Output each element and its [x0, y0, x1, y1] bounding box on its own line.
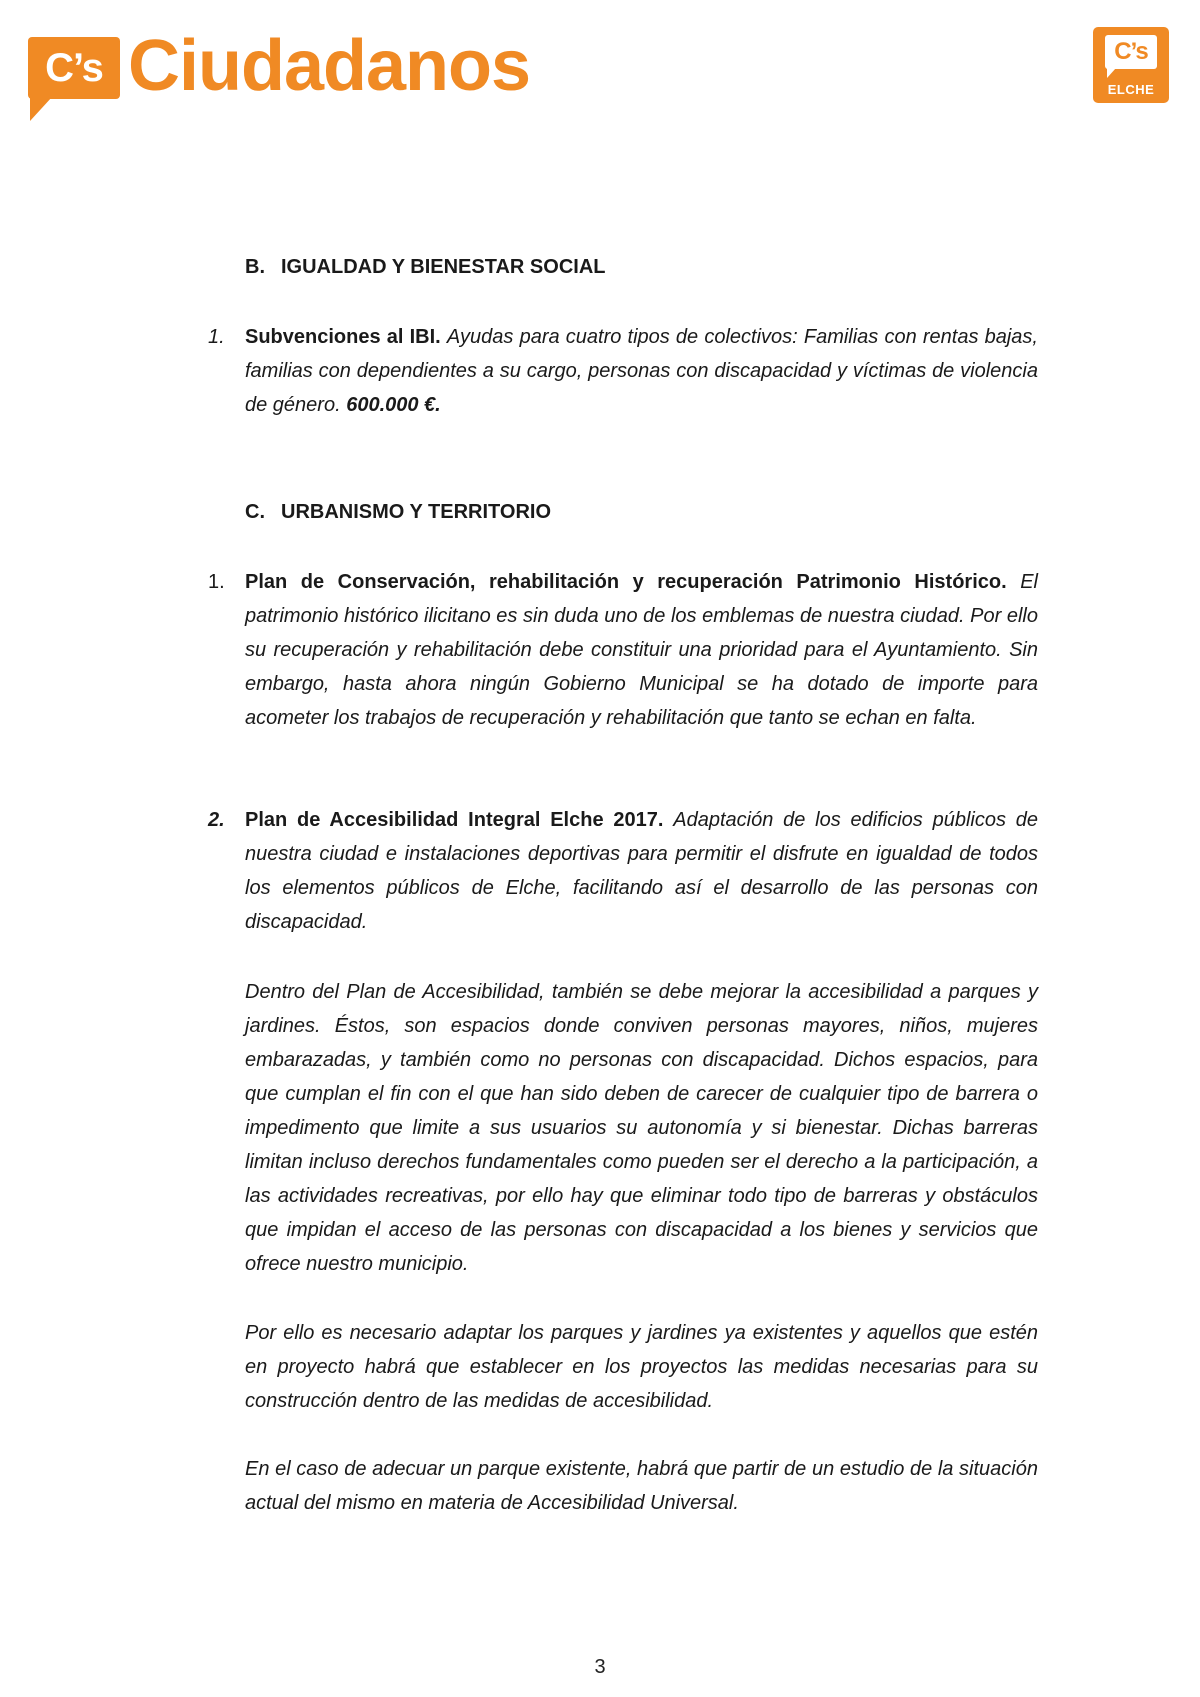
- page-number: 3: [594, 1656, 606, 1678]
- section-heading-b: [245, 256, 605, 279]
- item-title: Subvenciones al IBI.: [245, 326, 441, 348]
- item-text: Ayudas para cuatro tipos de colectivos: Familias con rentas bajas, familias con dependientes a su cargo, personas con discapacidad y víctimas de violencia de género.: [245, 326, 1038, 416]
- section-title: IGUALDAD Y BIENESTAR SOCIAL: [281, 256, 606, 278]
- item-title: Plan de Accesibilidad Integral Elche 2017.: [245, 809, 664, 831]
- item-amount: 600.000 €.: [346, 394, 441, 416]
- speech-bubble-icon: [28, 37, 120, 99]
- item-text: El patrimonio histórico ilicitano es sin duda uno de los emblemas de nuestra ciudad. Por ello su recuperación y rehabilitación debe constituir una prioridad para el Ayuntamiento. Sin embargo, hasta ahora ningún Gobierno Municipal se ha dotado de importe para acometer los trabajos de recuperación y rehabilitación que tanto se echan en falta.: [245, 571, 1038, 729]
- elche-label: ELCHE: [1107, 82, 1155, 97]
- elche-badge-logo: [1093, 27, 1169, 103]
- item-text: Adaptación de los edificios públicos de nuestra ciudad e instalaciones deportivas para permitir el disfrute en igualdad de todos los elementos públicos de Elche, facilitando así el desarrollo de las personas con discapacidad.: [245, 809, 1039, 933]
- section-heading-c: [245, 501, 551, 524]
- item-number: 2.: [208, 809, 225, 831]
- item-title: Plan de Conservación, rehabilitación y recuperación Patrimonio Histórico.: [245, 571, 1007, 593]
- section-title: URBANISMO Y TERRITORIO: [281, 501, 552, 523]
- list-item-accesibilidad: [208, 803, 1038, 939]
- paragraph-parque-existente: En el caso de adecuar un parque existente, habrá que partir de un estudio de la situación actual del mismo en materia de Accesibilidad Universal.: [245, 1458, 1038, 1514]
- paragraph-parques-jardines: Dentro del Plan de Accesibilidad, también se debe mejorar la accesibilidad a parques y jardines. Éstos, son espacios donde conviven personas mayores, niños, mujeres embarazadas, y también como no personas con discapacidad. Dichos espacios, para que cumplan el fin con el que han sido deben de carecer de cualquier tipo de barrera o impedimento que limite a sus usuarios su autonomía y si bienestar. Dichas barreras limitan incluso derechos fundamentales como pueden ser el derecho a la participación, a las actividades recreativas, por ello hay que eliminar todo tipo de barreras y obstáculos que impidan el acceso de las personas con discapacidad a los bienes y servicios que ofrece nuestro municipio.: [245, 981, 1038, 1275]
- paragraph-adaptar-parques: Por ello es necesario adaptar los parques y jardines ya existentes y aquellos que estén en proyecto habrá que establecer en los proyectos las medidas necesarias para su construcción dentro de las medidas de accesibilidad.: [245, 1322, 1038, 1412]
- list-item-patrimonio-historico: [208, 565, 1038, 735]
- elche-bubble-text: C’s: [1114, 38, 1148, 65]
- item-number: 1.: [208, 326, 225, 348]
- ciudadanos-logo: [28, 26, 531, 112]
- section-letter: C.: [245, 501, 265, 523]
- item-number: 1.: [208, 571, 225, 593]
- logo-bubble-text: C’s: [45, 46, 103, 90]
- section-letter: B.: [245, 256, 265, 278]
- speech-bubble-icon: [1105, 35, 1157, 69]
- logo-wordmark: Ciudadanos: [128, 26, 531, 106]
- list-item-subvenciones-ibi: [208, 320, 1038, 422]
